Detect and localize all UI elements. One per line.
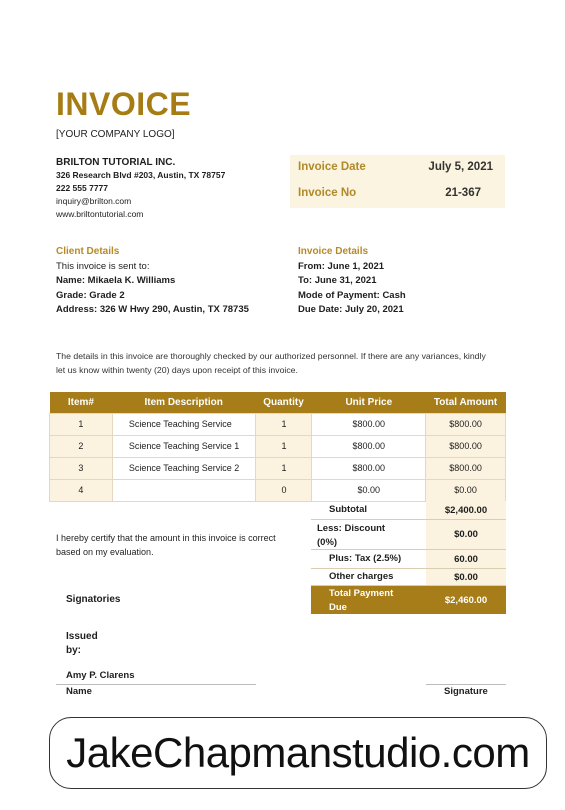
items-table [49, 392, 506, 502]
cell-description: Science Teaching Service 2 [112, 457, 255, 479]
table-header-row [50, 392, 506, 413]
client-details-heading: Client Details [56, 246, 120, 257]
invoice-from: From: June 1, 2021 [298, 260, 385, 272]
other-charges-value: $0.00 [426, 569, 506, 585]
cell-unit-price: $800.00 [312, 457, 426, 479]
cell-unit-price: $800.00 [312, 435, 426, 457]
table-row [50, 413, 506, 435]
client-grade: Grade: Grade 2 [56, 289, 125, 301]
client-intro: This invoice is sent to: [56, 260, 150, 272]
table-row [50, 457, 506, 479]
summary-total [311, 586, 506, 614]
signatories-heading: Signatories [66, 594, 121, 605]
summary-other [311, 569, 506, 586]
cell-unit-price: $0.00 [312, 479, 426, 501]
invoice-notes: The details in this invoice are thoroughly checked by our authorized personnel. If there are any variances, kindly let us know within twenty (20) days upon receipt of this invoice. [56, 351, 486, 375]
total-value: $2,460.00 [426, 586, 506, 614]
invoice-details-heading: Invoice Details [298, 246, 369, 257]
company-name: BRILTON TUTORIAL INC. [56, 157, 176, 168]
table-row [50, 435, 506, 457]
cell-description: Science Teaching Service 1 [112, 435, 255, 457]
column-header-description: Item Description [112, 392, 255, 413]
cell-item: 1 [50, 413, 113, 435]
other-charges-label: Other charges [329, 571, 394, 582]
company-address: 326 Research Blvd #203, Austin, TX 78757 [56, 170, 226, 180]
cell-total: $0.00 [426, 479, 506, 501]
invoice-number-value: 21-367 [445, 187, 481, 199]
client-name: Name: Mikaela K. Williams [56, 275, 176, 286]
cell-item: 2 [50, 435, 113, 457]
watermark-text: JakeChapmanstudio.com [66, 729, 530, 776]
invoice-date-label: Invoice Date [298, 161, 366, 173]
summary-subtotal [311, 501, 506, 520]
discount-value: $0.00 [426, 520, 506, 549]
column-header-unit-price: Unit Price [312, 392, 426, 413]
invoice-title: INVOICE [56, 86, 192, 122]
company-info [56, 156, 225, 221]
company-email: inquiry@brilton.com [56, 196, 132, 206]
watermark-banner [49, 717, 547, 789]
cell-description [112, 479, 255, 501]
cell-unit-price: $800.00 [312, 413, 426, 435]
client-address: Address: 326 W Hwy 290, Austin, TX 78735 [56, 304, 249, 315]
name-label: Name [66, 686, 92, 697]
tax-value: 60.00 [426, 550, 506, 568]
subtotal-value: $2,400.00 [426, 501, 506, 519]
client-details [56, 245, 256, 318]
certification-statement: I hereby certify that the amount in this invoice is correct based on my evaluation. [56, 533, 276, 557]
total-label: Total Payment Due [329, 588, 394, 613]
invoice-due-date: Due Date: July 20, 2021 [298, 304, 404, 315]
signature-label: Signature [444, 686, 488, 697]
cell-total: $800.00 [426, 457, 506, 479]
invoice-number-row [298, 187, 493, 205]
cell-total: $800.00 [426, 413, 506, 435]
summary-tax [311, 550, 506, 569]
cell-quantity: 1 [255, 457, 312, 479]
subtotal-label: Subtotal [329, 504, 367, 515]
cell-description: Science Teaching Service [112, 413, 255, 435]
invoice-number-label: Invoice No [298, 187, 357, 199]
company-logo-placeholder: [YOUR COMPANY LOGO] [56, 129, 175, 140]
company-phone: 222 555 7777 [56, 183, 108, 193]
column-header-quantity: Quantity [255, 392, 312, 413]
issued-by-label: Issued by: [66, 631, 98, 656]
cell-quantity: 0 [255, 479, 312, 501]
company-website: www.briltontutorial.com [56, 209, 144, 219]
summary-discount [311, 520, 506, 550]
signature-line [426, 684, 506, 685]
cell-quantity: 1 [255, 413, 312, 435]
invoice-date-row [298, 161, 493, 179]
name-line [56, 684, 256, 685]
cell-item: 4 [50, 479, 113, 501]
invoice-meta-box [290, 155, 505, 208]
cell-item: 3 [50, 457, 113, 479]
column-header-total: Total Amount [426, 392, 506, 413]
cell-quantity: 1 [255, 435, 312, 457]
cell-total: $800.00 [426, 435, 506, 457]
tax-label: Plus: Tax (2.5%) [329, 553, 402, 564]
invoice-to: To: June 31, 2021 [298, 275, 377, 286]
invoice-date-value: July 5, 2021 [428, 161, 493, 173]
table-row [50, 479, 506, 501]
invoice-details [298, 245, 498, 318]
issuer-name: Amy P. Clarens [66, 670, 135, 681]
invoice-payment-mode: Mode of Payment: Cash [298, 289, 406, 301]
discount-label: Less: Discount (0%) [317, 523, 386, 548]
column-header-item: Item# [50, 392, 113, 413]
